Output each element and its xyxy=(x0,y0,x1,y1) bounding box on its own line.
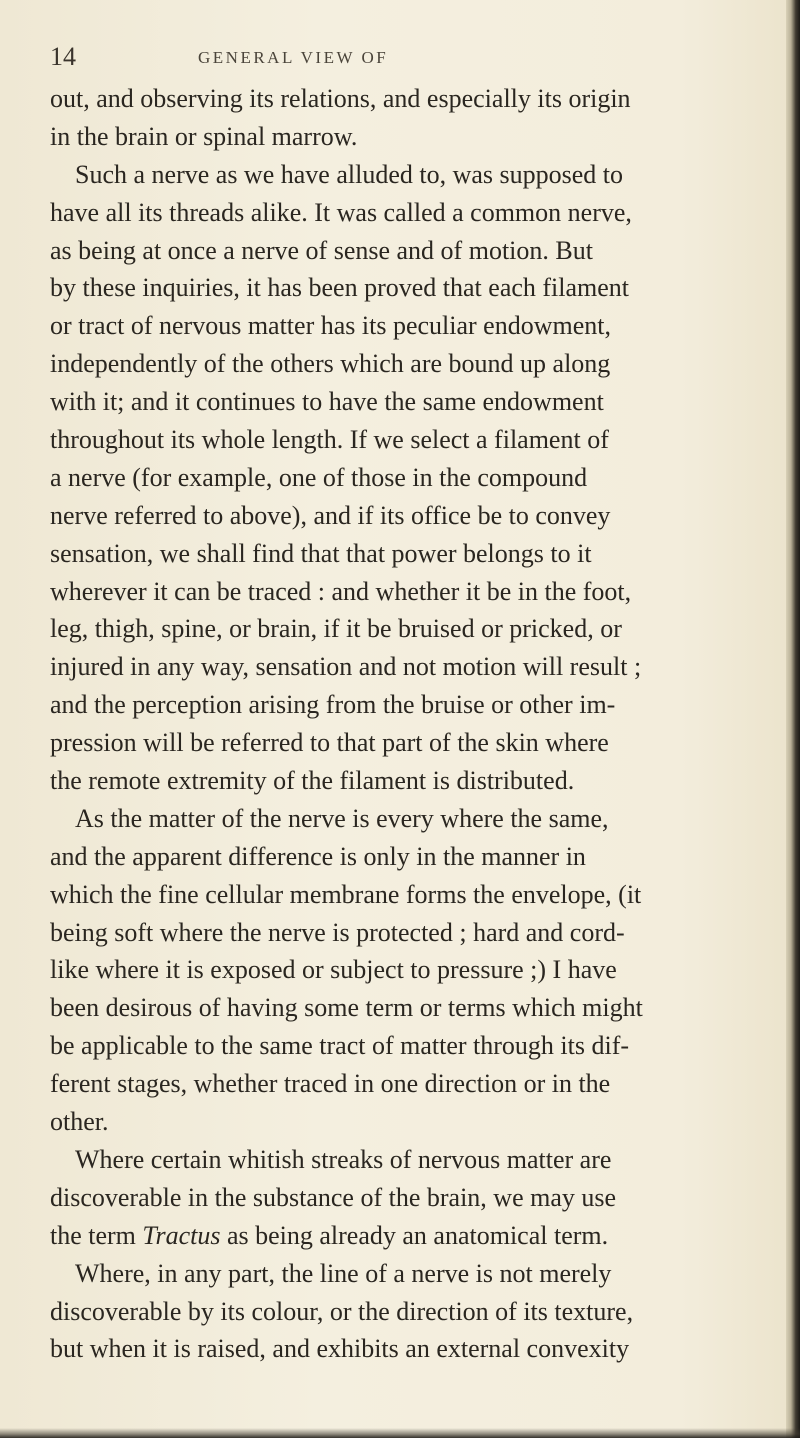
paragraph-start-line: As the matter of the nerve is every where the same, xyxy=(75,803,609,833)
text-line: discoverable in the substance of the brain, we may use xyxy=(50,1182,617,1212)
text-line: and the apparent difference is only in the manner in xyxy=(50,841,586,871)
italic-term: Tractus xyxy=(142,1220,221,1250)
text-line: pression will be referred to that part of the skin where xyxy=(50,728,609,758)
paragraph-start-line: Where, in any part, the line of a nerve is not merely xyxy=(75,1258,612,1288)
text-line: with it; and it continues to have the same endowment xyxy=(50,387,604,417)
text-line: the remote extremity of the filament is distributed. xyxy=(50,766,575,796)
text-line: sensation, we shall find that that power belongs to it xyxy=(50,538,592,568)
text-line: nerve referred to above), and if its office be to convey xyxy=(50,500,611,530)
text-line: out, and observing its relations, and especially its origin xyxy=(50,84,631,113)
text-line: independently of the others which are bound up along xyxy=(50,349,611,379)
text-line: other. xyxy=(50,1107,109,1137)
page-edge-shadow xyxy=(786,0,800,1438)
text-line: ferent stages, whether traced in one direction or in the xyxy=(50,1069,611,1099)
text-line: been desirous of having some term or terms which might xyxy=(50,993,643,1023)
paragraph-start-line: Such a nerve as we have alluded to, was supposed to xyxy=(75,159,624,189)
text-line: or tract of nervous matter has its peculiar endowment, xyxy=(50,311,611,341)
running-head xyxy=(50,42,740,72)
text-line: which the fine cellular membrane forms the envelope, (it xyxy=(50,879,642,909)
text-line: a nerve (for example, one of those in the compound xyxy=(50,462,588,492)
text-line: like where it is exposed or subject to pressure ;) I have xyxy=(50,955,617,985)
text-line: and the perception arising from the bruise or other im- xyxy=(50,690,616,720)
text-fragment: as being already an anatomical term. xyxy=(220,1220,609,1250)
text-line-with-term xyxy=(50,1217,750,1255)
page-number: 14 xyxy=(50,42,76,71)
body-text xyxy=(50,80,750,1368)
text-line: throughout its whole length. If we select a filament of xyxy=(50,425,609,455)
text-line: be applicable to the same tract of matter through its dif- xyxy=(50,1031,630,1061)
text-line: being soft where the nerve is protected ; hard and cord- xyxy=(50,917,625,947)
text-line: discoverable by its colour, or the direction of its texture, xyxy=(50,1296,634,1326)
text-line: have all its threads alike. It was called a common nerve, xyxy=(50,197,632,227)
page-bottom-shadow xyxy=(0,1428,800,1438)
text-line: injured in any way, sensation and not motion will result ; xyxy=(50,652,642,682)
paragraph-start-line: Where certain whitish streaks of nervous matter are xyxy=(75,1144,612,1174)
text-line: as being at once a nerve of sense and of motion. But xyxy=(50,235,593,265)
text-line: by these inquiries, it has been proved that each filament xyxy=(50,273,630,303)
text-line: in the brain or spinal marrow. xyxy=(50,121,358,151)
text-line: leg, thigh, spine, or brain, if it be bruised or pricked, or xyxy=(50,614,622,644)
text-fragment: the term xyxy=(50,1220,143,1250)
text-line: wherever it can be traced : and whether it be in the foot, xyxy=(50,576,632,606)
text-line: but when it is raised, and exhibits an external convexity xyxy=(50,1334,630,1364)
running-head-title: GENERAL VIEW OF xyxy=(198,48,389,67)
